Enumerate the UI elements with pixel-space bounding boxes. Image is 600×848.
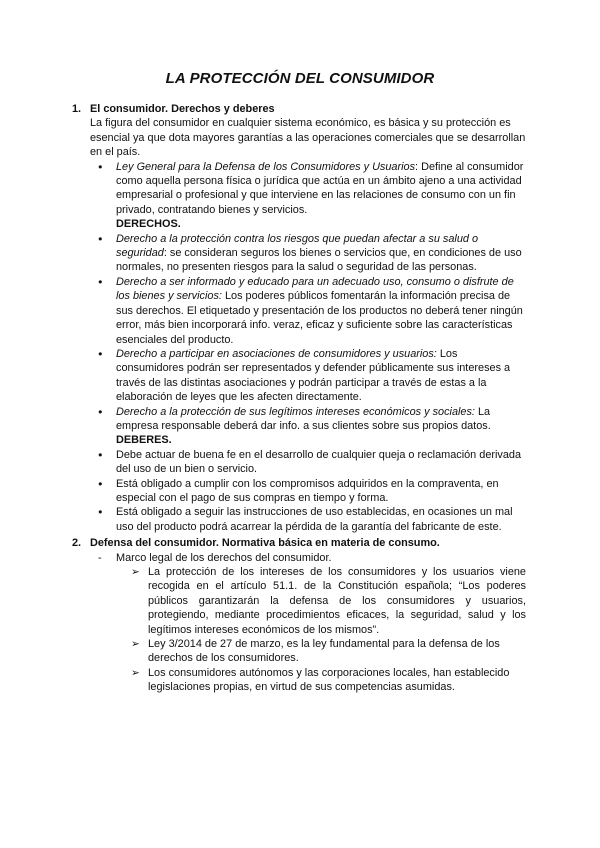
bullet-text: Los poderes públicos fomentarán la información precisa de sus derechos. El etiquetado y presentación de los productos no deberá tener ningún error, más bien incorporará info. veraz, eficaz y suficiente sobre las características esenciales del producto. <box>116 290 523 346</box>
bullet-text: Los consumidores podrán ser representados y defender públicamente sus intereses a través de las distintas asociaciones y podrán participar a través de estas a la elaboración de leyes que les afecten directamente. <box>116 347 511 404</box>
bullet-text: : se consideran seguros los bienes o servicios que, en condiciones de uso normales, no presenten riesgos para la salud o seguridad de las personas. <box>116 247 522 274</box>
section-1-heading <box>72 102 526 116</box>
bullet-italic-text: Derecho a la protección de sus legítimos intereses económicos y sociales: <box>116 405 475 418</box>
derechos-heading: DERECHOS. <box>116 218 181 231</box>
dash-marker: - <box>98 551 102 564</box>
list-item: ➢ Los consumidores autónomos y las corporaciones locales, han establecido legislaciones propias, en virtud de sus competencias asumidas. <box>148 666 526 695</box>
section-2-arrow-list <box>90 565 526 695</box>
bullet-text: : Define al consumidor como aquella persona física o jurídica que actúa en un ámbito ajeno a una actividad empresarial o profesional y que interviene en las relaciones de consumo con un fin privado, contratando bienes y servicios. <box>116 160 524 216</box>
bullet-text: La empresa responsable deberá dar info. a sus clientes sobre sus propios datos. <box>116 405 491 432</box>
section-1-title: El consumidor. Derechos y deberes <box>90 103 275 115</box>
bullet-italic-text: Derecho a ser informado y educado para un adecuado uso, consumo o disfrute de los bienes y servicios: <box>116 275 514 303</box>
list-item: ➢ La protección de los intereses de los consumidores y los usuarios viene recogida en el artículo 51.1. de la Constitución española; “Los poderes públicos garantizarán la defensa de los consumidores y usuarios, protegiendo, mediante procedimientos eficaces, la seguridad, salud y los legítimos intereses económicos de los mismos”. <box>148 565 526 637</box>
bullet-italic-text: Ley General para la Defensa de los Consumidores y Usuarios <box>116 160 416 173</box>
list-item <box>116 505 526 534</box>
bullet-text: Está obligado a cumplir con los compromisos adquiridos en la compraventa, en especial con el pago de sus compras en tiempo y forma. <box>116 477 499 504</box>
section-2-subheading <box>98 551 526 565</box>
list-item <box>116 275 526 347</box>
list-item <box>116 160 526 232</box>
list-item <box>116 477 526 506</box>
list-item <box>116 232 526 275</box>
section-1-bullet-list <box>90 160 526 535</box>
bullet-text: Debe actuar de buena fe en el desarrollo de cualquier queja o reclamación derivada del uso de un bien o servicio. <box>116 448 522 476</box>
section-2-title: Defensa del consumidor. Normativa básica en materia de consumo. <box>90 537 440 550</box>
list-item: ➢ Ley 3/2014 de 27 de marzo, es la ley fundamental para la defensa de los derechos de los consumidores. <box>148 637 526 666</box>
document-body <box>72 102 526 695</box>
section-1-intro: La figura del consumidor en cualquier sistema económico, es básica y su protección es esencial ya que dota mayores garantías a las operaciones comerciales que se desarrollan en el país. <box>90 117 526 159</box>
section-1-number: 1. <box>72 103 82 115</box>
section-2-heading <box>72 536 526 550</box>
bullet-italic-text: Derecho a participar en asociaciones de consumidores y usuarios: <box>116 347 437 360</box>
bullet-text: Está obligado a seguir las instrucciones de uso establecidas, en ocasiones un mal uso del producto podrá acarrear la pérdida de la garantía del fabricante de este. <box>116 506 513 533</box>
section-2-number: 2. <box>72 537 82 550</box>
subheading-text: Marco legal de los derechos del consumidor. <box>116 551 332 564</box>
page-title: LA PROTECCIÓN DEL CONSUMIDOR <box>165 70 435 87</box>
list-item <box>116 405 526 448</box>
list-item <box>116 347 526 405</box>
deberes-heading: DEBERES. <box>116 434 172 447</box>
list-item <box>116 448 526 477</box>
bullet-italic-text: Derecho a la protección contra los riesgos que puedan afectar a su salud o seguridad <box>116 232 479 260</box>
